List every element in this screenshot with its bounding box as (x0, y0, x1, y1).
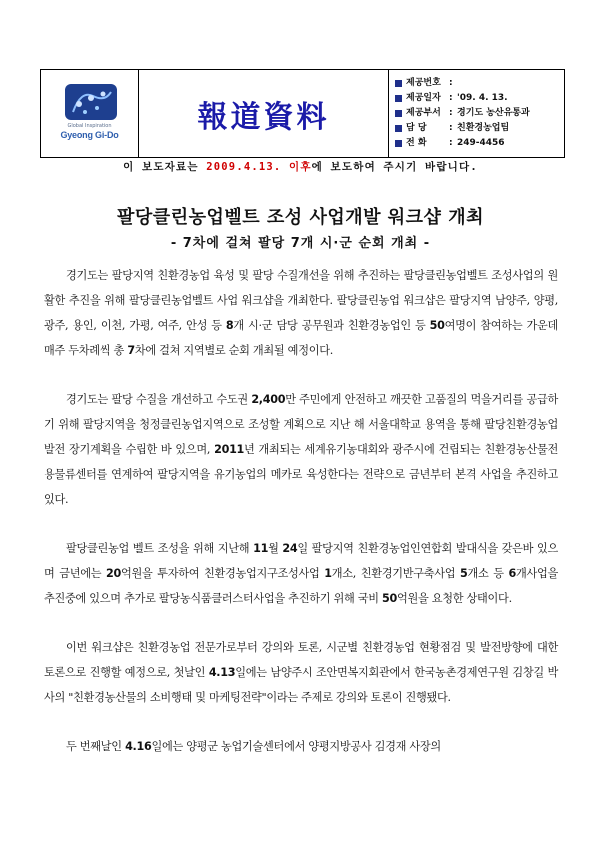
gyeonggi-logo-icon (63, 82, 119, 122)
info-value: 친환경농업팀 (457, 123, 510, 133)
bullet-icon (395, 110, 402, 117)
info-row-date (395, 91, 564, 106)
logo-name: Gyeong Gi-Do (60, 130, 119, 140)
notice-date: 2009.4.13. 이후 (206, 161, 312, 173)
info-colon: : (449, 78, 453, 88)
article-body (44, 263, 558, 783)
paragraph-1: 경기도는 팔당지역 친환경농업 육성 및 팔당 수질개선을 위해 추진하는 팔당클린농업벨트 조성사업의 원활한 추진을 위해 팔당클린농업벨트 사업 워크샵을 개최한다. 팔당클린농업 워크샵은 팔당지역 남양주, 양평, 광주, 용인, 이천, 가평, 여주, 안성 등 8개 시·군 담당 공무원과 친환경농업인 등 50여명이 참여하는 가운데 매주 두차례씩 총 7차에 걸쳐 지역별로 순회 개최될 예정이다. (44, 269, 558, 357)
bullet-icon (395, 140, 402, 147)
info-label: 제공일자 (406, 93, 441, 103)
bullet-icon (395, 125, 402, 132)
bullet-icon (395, 80, 402, 87)
notice-text: 에 보도하여 주시기 바랍니다. (311, 161, 478, 173)
info-row-number (395, 76, 564, 91)
info-label: 제공번호 (406, 78, 441, 88)
paragraph-2: 경기도는 팔당 수질을 개선하고 수도권 2,400만 주민에게 안전하고 깨끗한 고품질의 먹을거리를 공급하기 위해 팔당지역을 청정클린농업지역으로 조성할 계획으로 지난 해 서울대학교 용역을 통해 팔당친환경농업발전 장기계획을 수립한 바 있으며, 2011년 개최되는 세계유기농대회와 광주시에 건립되는 친환경농산물전용물류센터를 연계하여 팔당지역을 유기농업의 메카로 육성한다는 전략으로 금년부터 본격 사업을 추진하고 있다. (44, 393, 558, 506)
paragraph-4: 이번 워크샵은 친환경농업 전문가로부터 강의와 토론, 시군별 친환경농업 현황점검 및 발전방향에 대한 토론으로 진행할 예정으로, 첫날인 4.13일에는 남양주시 조안면복지회관에서 한국농촌경제연구원 김창길 박사의 "친환경농산물의 소비행태 및 마케팅전략"이라는 주제로 강의와 토론이 진행됐다. (44, 641, 558, 704)
press-release-title: 報道資料 (197, 99, 330, 135)
info-colon: : (449, 108, 453, 118)
release-info (389, 70, 564, 157)
paragraph-3: 팔당클린농업 벨트 조성을 위해 지난해 11월 24일 팔당지역 친환경농업인연합회 발대식을 갖은바 있으며 금년에는 20억원을 투자하여 친환경농업지구조성사업 1개소, 친환경기반구축사업 5개소 등 6개사업을 추진중에 있으며 추가로 팔당농식품클러스터사업을 추진하기 위해 국비 50억원을 요청한 상태이다. (44, 542, 559, 605)
info-colon: : (449, 93, 453, 103)
embargo-notice (0, 159, 601, 174)
gyeonggi-logo (41, 70, 139, 157)
press-release-header (40, 69, 565, 158)
info-row-phone (395, 136, 564, 151)
info-label: 담 당 (406, 123, 427, 133)
subtitle: - 7차에 걸쳐 팔당 7개 시·군 순회 개최 - (170, 236, 431, 251)
info-colon: : (449, 138, 453, 148)
info-row-department (395, 106, 564, 121)
title-cell (139, 70, 389, 157)
info-row-contact (395, 121, 564, 136)
info-value: '09. 4. 13. (457, 93, 508, 103)
info-value: 경기도 농산유통과 (457, 108, 530, 118)
info-label: 제공부서 (406, 108, 441, 118)
logo-tagline: Global Inspiration (67, 123, 112, 129)
bullet-icon (395, 95, 402, 102)
info-colon: : (449, 123, 453, 133)
info-value: 249-4456 (457, 138, 505, 148)
info-label: 전 화 (406, 138, 427, 148)
paragraph-5: 두 번째날인 4.16일에는 양평군 농업기술센터에서 양평지방공사 김경재 사장의 (66, 740, 441, 753)
main-title: 팔당클린농업벨트 조성 사업개발 워크샵 개최 (117, 207, 484, 228)
notice-text: 이 보도자료는 (123, 161, 207, 173)
